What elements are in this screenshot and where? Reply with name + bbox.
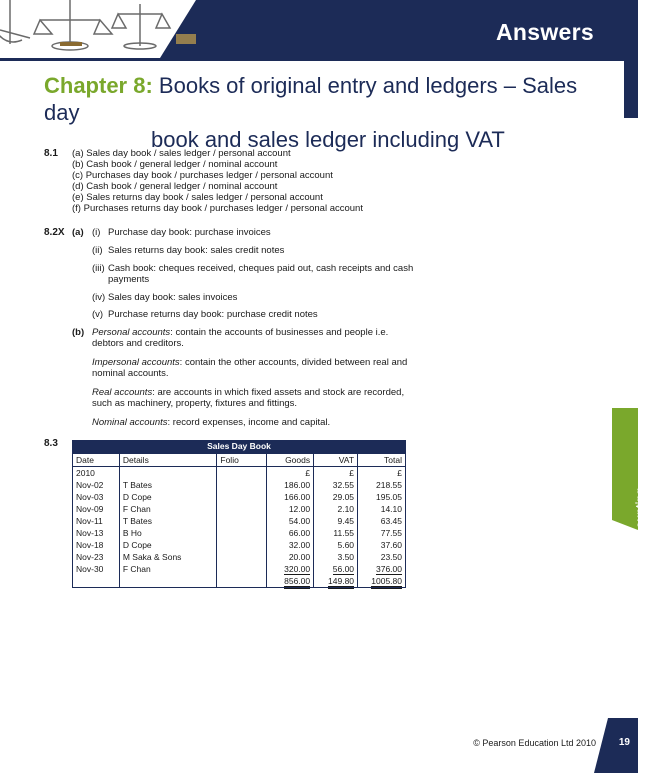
- part-label: (b): [72, 327, 85, 338]
- sales-day-book-table: [72, 440, 406, 588]
- table-row: [73, 515, 406, 527]
- table-header-row: [73, 453, 406, 466]
- definition-paragraph: [92, 387, 410, 409]
- answer-line: Cash book: cheques received, cheques paid out, cash receipts and cash: [108, 263, 414, 274]
- answer-line: (b) Cash book / general ledger / nominal account: [72, 159, 278, 170]
- details-cell: T Bates: [119, 515, 217, 527]
- roman-numeral: (ii): [92, 245, 103, 256]
- date-cell: Nov-13: [73, 527, 120, 539]
- date-cell: Nov-11: [73, 515, 120, 527]
- total-cell: 23.50: [358, 551, 406, 563]
- vat-cell: 32.55: [314, 479, 358, 491]
- vat-cell: 29.05: [314, 491, 358, 503]
- side-tab-label: Accounting: [634, 488, 646, 549]
- folio-cell: [217, 539, 267, 551]
- column-header: Date: [73, 453, 120, 466]
- details-cell: T Bates: [119, 479, 217, 491]
- folio-cell: [217, 527, 267, 539]
- answer-line-cont: payments: [108, 274, 150, 285]
- definition-text: : contain the other accounts, divided between real and nominal accounts.: [92, 357, 408, 379]
- total-total: 1005.80: [371, 576, 402, 589]
- goods-cell: 32.00: [267, 539, 314, 551]
- goods-cell: 320.00: [284, 563, 311, 574]
- definition-term: Real accounts: [92, 387, 153, 398]
- scales-illustration: [0, 0, 200, 50]
- folio-cell: [217, 491, 267, 503]
- table-row: [73, 491, 406, 503]
- roman-numeral: (iii): [92, 263, 105, 274]
- copyright: © Pearson Education Ltd 2010: [473, 738, 596, 748]
- definition-paragraph: [92, 357, 410, 379]
- roman-numeral: (i): [92, 227, 101, 238]
- header-rule: [0, 58, 638, 61]
- total-goods: 856.00: [284, 576, 310, 589]
- roman-numeral: (iv): [92, 292, 106, 303]
- definition-text: : contain the accounts of businesses and people i.e. debtors and creditors.: [92, 327, 389, 349]
- vat-cell: 5.60: [314, 539, 358, 551]
- total-cell: 14.10: [358, 503, 406, 515]
- goods-cell: 12.00: [267, 503, 314, 515]
- roman-numeral: (v): [92, 309, 104, 320]
- table-row: [73, 563, 406, 575]
- column-header: Total: [358, 453, 406, 466]
- folio-cell: [217, 563, 267, 575]
- answer-line: Sales day book: sales invoices: [108, 292, 238, 303]
- table-row: [73, 479, 406, 491]
- goods-cell: 166.00: [267, 491, 314, 503]
- details-cell: F Chan: [119, 503, 217, 515]
- goods-cell: 54.00: [267, 515, 314, 527]
- definition-term: Nominal accounts: [92, 417, 168, 428]
- column-header: VAT: [314, 453, 358, 466]
- definition-term: Impersonal accounts: [92, 357, 180, 368]
- right-edge-strip: [624, 58, 638, 118]
- vat-cell: 11.55: [314, 527, 358, 539]
- total-vat: 149.80: [328, 576, 354, 589]
- details-cell: M Saka & Sons: [119, 551, 217, 563]
- chapter-title: [44, 72, 604, 153]
- column-header: Details: [119, 453, 217, 466]
- chapter-title-line2: book and sales ledger including VAT: [151, 127, 505, 152]
- answer-line: Sales returns day book: sales credit notes: [108, 245, 285, 256]
- date-cell: Nov-30: [73, 563, 120, 575]
- part-label: (a): [72, 227, 84, 238]
- totals-row: [73, 575, 406, 588]
- folio-cell: [217, 515, 267, 527]
- vat-cell: 2.10: [314, 503, 358, 515]
- footer-tab-cut: [594, 718, 608, 773]
- total-cell: 376.00: [376, 563, 402, 574]
- column-header: Goods: [267, 453, 314, 466]
- definition-text: : are accounts in which fixed assets and stock are recorded, such as machinery, property, fixtures and fittings.: [92, 387, 405, 409]
- vat-cell: 56.00: [332, 563, 355, 574]
- question-number: 8.3: [44, 438, 58, 449]
- answer-line: (a) Sales day book / sales ledger / personal account: [72, 148, 291, 159]
- folio-cell: [217, 551, 267, 563]
- chapter-title-line1: Books of original entry and ledgers – Sales day: [44, 73, 578, 125]
- total-cell: 218.55: [358, 479, 406, 491]
- column-header: Folio: [217, 453, 267, 466]
- folio-cell: [217, 479, 267, 491]
- answer-line: Purchase day book: purchase invoices: [108, 227, 271, 238]
- question-number: 8.1: [44, 148, 58, 159]
- vat-cell: 9.45: [314, 515, 358, 527]
- table-title: Sales Day Book: [73, 440, 406, 453]
- total-cell: 63.45: [358, 515, 406, 527]
- answer-line: (f) Purchases returns day book / purchases ledger / personal account: [72, 203, 363, 214]
- details-cell: D Cope: [119, 491, 217, 503]
- details-cell: D Cope: [119, 539, 217, 551]
- section-title: Answers: [496, 19, 594, 45]
- definition-text: : record expenses, income and capital.: [167, 417, 331, 428]
- date-cell: Nov-09: [73, 503, 120, 515]
- goods-cell: 66.00: [267, 527, 314, 539]
- definition-term: Personal accounts: [92, 327, 171, 338]
- table-row: [73, 551, 406, 563]
- currency-cell: £: [267, 466, 314, 479]
- details-cell: F Chan: [119, 563, 217, 575]
- definition-paragraph: [92, 417, 410, 428]
- table-row: [73, 527, 406, 539]
- currency-cell: £: [314, 466, 358, 479]
- currency-cell: £: [358, 466, 406, 479]
- page-number: 19: [618, 737, 630, 748]
- table-row: [73, 503, 406, 515]
- question-number: 8.2X: [44, 227, 65, 238]
- answer-line: (d) Cash book / general ledger / nominal account: [72, 181, 278, 192]
- answer-line: Purchase returns day book: purchase credit notes: [108, 309, 318, 320]
- details-cell: B Ho: [119, 527, 217, 539]
- goods-cell: 186.00: [267, 479, 314, 491]
- vat-cell: 3.50: [314, 551, 358, 563]
- total-cell: 195.05: [358, 491, 406, 503]
- date-cell: Nov-23: [73, 551, 120, 563]
- year-cell: 2010: [73, 466, 120, 479]
- answer-line: (c) Purchases day book / purchases ledger / personal account: [72, 170, 333, 181]
- date-cell: Nov-02: [73, 479, 120, 491]
- definition-paragraph: [92, 327, 410, 349]
- answer-line: (e) Sales returns day book / sales ledger / personal account: [72, 192, 323, 203]
- total-cell: 37.60: [358, 539, 406, 551]
- date-cell: Nov-03: [73, 491, 120, 503]
- total-cell: 77.55: [358, 527, 406, 539]
- table-row: [73, 539, 406, 551]
- folio-cell: [217, 503, 267, 515]
- goods-cell: 20.00: [267, 551, 314, 563]
- date-cell: Nov-18: [73, 539, 120, 551]
- table-row: [73, 466, 406, 479]
- chapter-label: Chapter 8:: [44, 73, 153, 98]
